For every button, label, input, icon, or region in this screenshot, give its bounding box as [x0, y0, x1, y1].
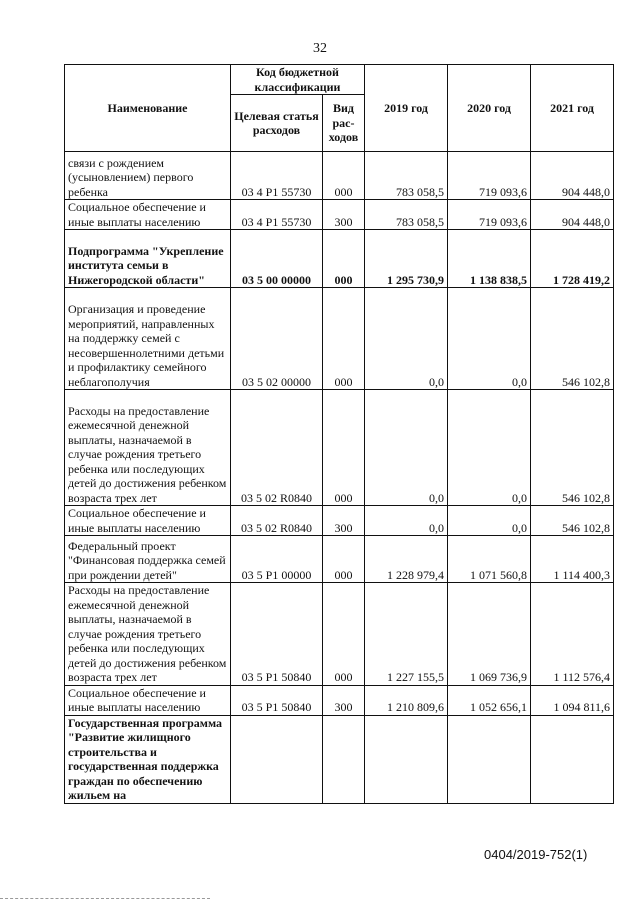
- header-year-2020: 2020 год: [448, 65, 531, 152]
- row-target-code: 03 5 02 R0840: [231, 390, 323, 506]
- row-value-2020: [448, 715, 531, 803]
- row-value-2021: 1 094 811,6: [531, 685, 614, 715]
- row-value-2019: 1 227 155,5: [365, 583, 448, 686]
- row-value-2021: 546 102,8: [531, 506, 614, 536]
- table-row: [65, 200, 614, 230]
- row-target-code: 03 5 02 00000: [231, 288, 323, 390]
- row-value-2021: 1 728 419,2: [531, 230, 614, 288]
- row-value-2019: 1 295 730,9: [365, 230, 448, 288]
- row-value-2021: 904 448,0: [531, 200, 614, 230]
- row-value-2019: 0,0: [365, 390, 448, 506]
- row-target-code: 03 4 P1 55730: [231, 200, 323, 230]
- table-body: [65, 152, 614, 804]
- row-target-code: 03 5 P1 00000: [231, 536, 323, 583]
- row-expense-kind: 000: [323, 536, 365, 583]
- row-value-2021: 546 102,8: [531, 390, 614, 506]
- row-value-2020: 719 093,6: [448, 152, 531, 200]
- table-row: [65, 152, 614, 200]
- table-row: [65, 506, 614, 536]
- row-name: Подпрограмма "Укрепление института семьи в Нижегородской области": [65, 230, 231, 288]
- row-name: Федеральный проект "Финансовая поддержка семей при рождении детей": [65, 536, 231, 583]
- row-target-code: 03 4 P1 55730: [231, 152, 323, 200]
- row-name: Государственная программа "Развитие жилищного строительства и государственная поддержка граждан по обеспечению жильем на: [65, 715, 231, 803]
- row-value-2021: 1 114 400,3: [531, 536, 614, 583]
- row-value-2020: 1 138 838,5: [448, 230, 531, 288]
- row-value-2021: 1 112 576,4: [531, 583, 614, 686]
- row-expense-kind: 000: [323, 390, 365, 506]
- row-target-code: 03 5 00 00000: [231, 230, 323, 288]
- row-value-2020: 719 093,6: [448, 200, 531, 230]
- row-name: Социальное обеспечение и иные выплаты населению: [65, 200, 231, 230]
- row-target-code: 03 5 P1 50840: [231, 583, 323, 686]
- row-expense-kind: 000: [323, 583, 365, 686]
- row-value-2019: 1 228 979,4: [365, 536, 448, 583]
- budget-table: [64, 64, 614, 804]
- row-expense-kind: 000: [323, 230, 365, 288]
- row-value-2019: 1 210 809,6: [365, 685, 448, 715]
- row-name: Расходы на предоставление ежемесячной денежной выплаты, назначаемой в случае рождения третьего ребенка или последующих детей до достижения ребенком возраста трех лет: [65, 583, 231, 686]
- row-value-2019: 783 058,5: [365, 152, 448, 200]
- row-value-2020: 0,0: [448, 390, 531, 506]
- row-expense-kind: 000: [323, 288, 365, 390]
- header-year-2021: 2021 год: [531, 65, 614, 152]
- table-row: [65, 685, 614, 715]
- row-name: Организация и проведение мероприятий, направленных на поддержку семей с несовершеннолетними детьми и профилактику семейного неблагополучия: [65, 288, 231, 390]
- row-target-code: 03 5 P1 50840: [231, 685, 323, 715]
- row-value-2019: [365, 715, 448, 803]
- row-value-2019: 0,0: [365, 288, 448, 390]
- table-row: [65, 715, 614, 803]
- page-number: 32: [313, 41, 327, 56]
- row-value-2020: 0,0: [448, 506, 531, 536]
- row-expense-kind: 000: [323, 152, 365, 200]
- row-target-code: 03 5 02 R0840: [231, 506, 323, 536]
- row-expense-kind: [323, 715, 365, 803]
- table-row: [65, 288, 614, 390]
- header-name: Наименование: [65, 65, 231, 152]
- row-value-2019: 783 058,5: [365, 200, 448, 230]
- row-value-2021: 546 102,8: [531, 288, 614, 390]
- header-target-article: Целевая статья расходов: [231, 95, 323, 152]
- row-value-2021: [531, 715, 614, 803]
- header-expense-kind: Вид рас-ходов: [323, 95, 365, 152]
- document-code: 0404/2019-752(1): [484, 847, 588, 862]
- row-value-2020: 0,0: [448, 288, 531, 390]
- table-row: [65, 390, 614, 506]
- table-row: [65, 230, 614, 288]
- row-expense-kind: 300: [323, 506, 365, 536]
- header-code-group: Код бюджетной классификации: [231, 65, 365, 95]
- header-year-2019: 2019 год: [365, 65, 448, 152]
- row-value-2020: 1 052 656,1: [448, 685, 531, 715]
- row-name: связи с рождением (усыновлением) первого ребенка: [65, 152, 231, 200]
- scan-edge-line: [0, 898, 210, 899]
- row-value-2021: 904 448,0: [531, 152, 614, 200]
- row-value-2019: 0,0: [365, 506, 448, 536]
- row-expense-kind: 300: [323, 200, 365, 230]
- row-expense-kind: 300: [323, 685, 365, 715]
- row-target-code: [231, 715, 323, 803]
- row-value-2020: 1 071 560,8: [448, 536, 531, 583]
- row-value-2020: 1 069 736,9: [448, 583, 531, 686]
- row-name: Социальное обеспечение и иные выплаты населению: [65, 506, 231, 536]
- table-row: [65, 583, 614, 686]
- table-row: [65, 536, 614, 583]
- row-name: Социальное обеспечение и иные выплаты населению: [65, 685, 231, 715]
- row-name: Расходы на предоставление ежемесячной денежной выплаты, назначаемой в случае рождения третьего ребенка или последующих детей до достижения ребенком возраста трех лет: [65, 390, 231, 506]
